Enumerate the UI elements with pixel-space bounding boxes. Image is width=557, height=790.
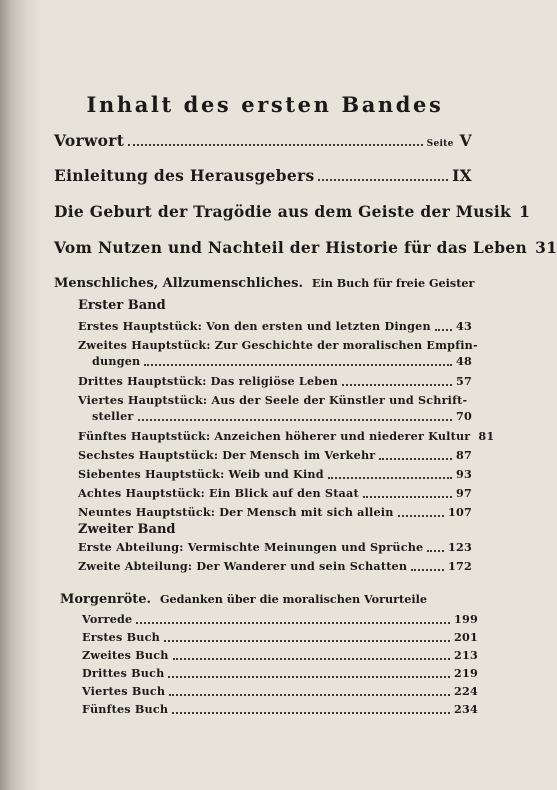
toc-entry-label: Viertes Hauptstück: Aus der Seele der Künstler und Schrift- <box>78 393 468 407</box>
band1-heading: Erster Band <box>78 298 166 313</box>
leader-dots <box>342 384 452 386</box>
toc-entry-page: 219 <box>454 666 478 680</box>
leader-dots <box>379 458 452 460</box>
leader-dots <box>144 364 452 366</box>
leader-dots <box>318 179 448 181</box>
toc-entry-page: 31 <box>535 238 557 257</box>
toc-entry-page: 234 <box>454 702 478 716</box>
toc-entry-label: Sechstes Hauptstück: Der Mensch im Verkehr <box>78 448 376 462</box>
toc-subentry <box>82 648 478 662</box>
toc-subentry <box>78 448 472 462</box>
leader-dots <box>411 569 444 571</box>
toc-entry-label: Drittes Hauptstück: Das religiöse Leben <box>78 374 338 388</box>
toc-entry-label: Die Geburt der Tragödie aus dem Geiste der Musik <box>54 202 512 221</box>
toc-entry-page: 87 <box>456 448 472 462</box>
leader-dots <box>169 694 450 696</box>
toc-subentry-continuation <box>92 354 472 368</box>
page-title: Inhalt des ersten Bandes <box>86 92 444 117</box>
leader-dots <box>136 622 450 624</box>
toc-entry-label: Siebentes Hauptstück: Weib und Kind <box>78 467 324 481</box>
toc-subentry <box>78 486 472 500</box>
section-subtitle: Ein Buch für freie Geister <box>311 276 475 290</box>
toc-subentry <box>78 338 478 352</box>
toc-entry-label: Vorrede <box>82 612 133 626</box>
toc-entry-page: 123 <box>448 540 472 554</box>
leader-dots <box>172 712 450 714</box>
leader-dots <box>435 329 452 331</box>
toc-entry-label: steller <box>92 409 134 423</box>
toc-entry-page: 1 <box>519 202 531 221</box>
leader-dots <box>328 477 452 479</box>
leader-dots <box>168 676 450 678</box>
leader-dots <box>128 144 422 146</box>
toc-entry-label: Zweite Abteilung: Der Wanderer und sein Schatten <box>78 559 408 573</box>
section-subtitle: Gedanken über die moralischen Vorurteile <box>159 592 427 606</box>
toc-subentry <box>78 559 472 573</box>
toc-entry-label: Erstes Hauptstück: Von den ersten und letzten Dingen <box>78 319 431 333</box>
toc-entry-label: Erstes Buch <box>82 630 160 644</box>
toc-subentry <box>78 429 495 443</box>
toc-subentry <box>82 630 478 644</box>
leader-dots <box>363 496 452 498</box>
toc-subentry <box>78 467 472 481</box>
toc-entry-page: 48 <box>456 354 472 368</box>
toc-entry-page: 201 <box>454 630 478 644</box>
toc-entry-label: Drittes Buch <box>82 666 165 680</box>
toc-entry-page: 97 <box>456 486 472 500</box>
section-morgenroete-heading <box>60 592 427 607</box>
toc-entry-label: Zweites Buch <box>82 648 169 662</box>
toc-subentry <box>78 319 472 333</box>
toc-entry-historie <box>54 238 557 257</box>
toc-entry-page: 213 <box>454 648 478 662</box>
toc-entry-label: Fünftes Hauptstück: Anzeichen höherer und niederer Kultur <box>78 429 471 443</box>
toc-entry-label: Vorwort <box>54 131 125 150</box>
toc-entry-page: 199 <box>454 612 478 626</box>
toc-entry-page: 43 <box>456 319 472 333</box>
toc-entry-page: V <box>459 131 472 150</box>
leader-dots <box>164 640 450 642</box>
band2-heading: Zweiter Band <box>78 522 176 537</box>
toc-subentry-continuation <box>92 409 472 423</box>
toc-entry-label: Einleitung des Herausgebers <box>54 166 315 185</box>
toc-entry-page: 107 <box>448 505 472 519</box>
toc-entry-page: 172 <box>448 559 472 573</box>
toc-entry-einleitung <box>54 166 472 185</box>
toc-subentry <box>82 684 478 698</box>
toc-entry-page: 93 <box>456 467 472 481</box>
toc-entry-geburt <box>54 202 531 221</box>
toc-subentry <box>78 393 472 407</box>
toc-entry-label: Achtes Hauptstück: Ein Blick auf den Staat <box>78 486 359 500</box>
toc-subentry <box>78 505 472 519</box>
toc-entry-label: Vom Nutzen und Nachteil der Historie für das Leben <box>54 238 528 257</box>
leader-dots <box>427 550 444 552</box>
toc-entry-page: 57 <box>456 374 472 388</box>
toc-entry-label: Zweites Hauptstück: Zur Geschichte der moralischen Empfin- <box>78 338 478 352</box>
toc-entry-label: Neuntes Hauptstück: Der Mensch mit sich allein <box>78 505 394 519</box>
toc-entry-page: 70 <box>456 409 472 423</box>
toc-entry-label: Viertes Buch <box>82 684 166 698</box>
toc-entry-label: Erste Abteilung: Vermischte Meinungen und Sprüche <box>78 540 424 554</box>
leader-dots <box>398 515 444 517</box>
toc-entry-label: Fünftes Buch <box>82 702 169 716</box>
toc-entry-page: IX <box>452 166 472 185</box>
section-title: Morgenröte. <box>60 592 152 607</box>
section-menschliches-heading <box>54 276 474 291</box>
toc-subentry <box>78 374 472 388</box>
toc-entry-page: 81 <box>478 429 495 443</box>
leader-dots <box>173 658 450 660</box>
toc-entry-label: dungen <box>92 354 141 368</box>
toc-entry-page: 224 <box>454 684 478 698</box>
toc-subentry <box>82 612 478 626</box>
section-title: Menschliches, Allzumenschliches. <box>54 276 304 291</box>
toc-subentry <box>78 540 472 554</box>
toc-subentry <box>82 666 478 680</box>
toc-entry-vorwort <box>54 131 472 150</box>
toc-subentry <box>82 702 478 716</box>
seite-label: Seite <box>426 139 454 149</box>
leader-dots <box>138 419 453 421</box>
